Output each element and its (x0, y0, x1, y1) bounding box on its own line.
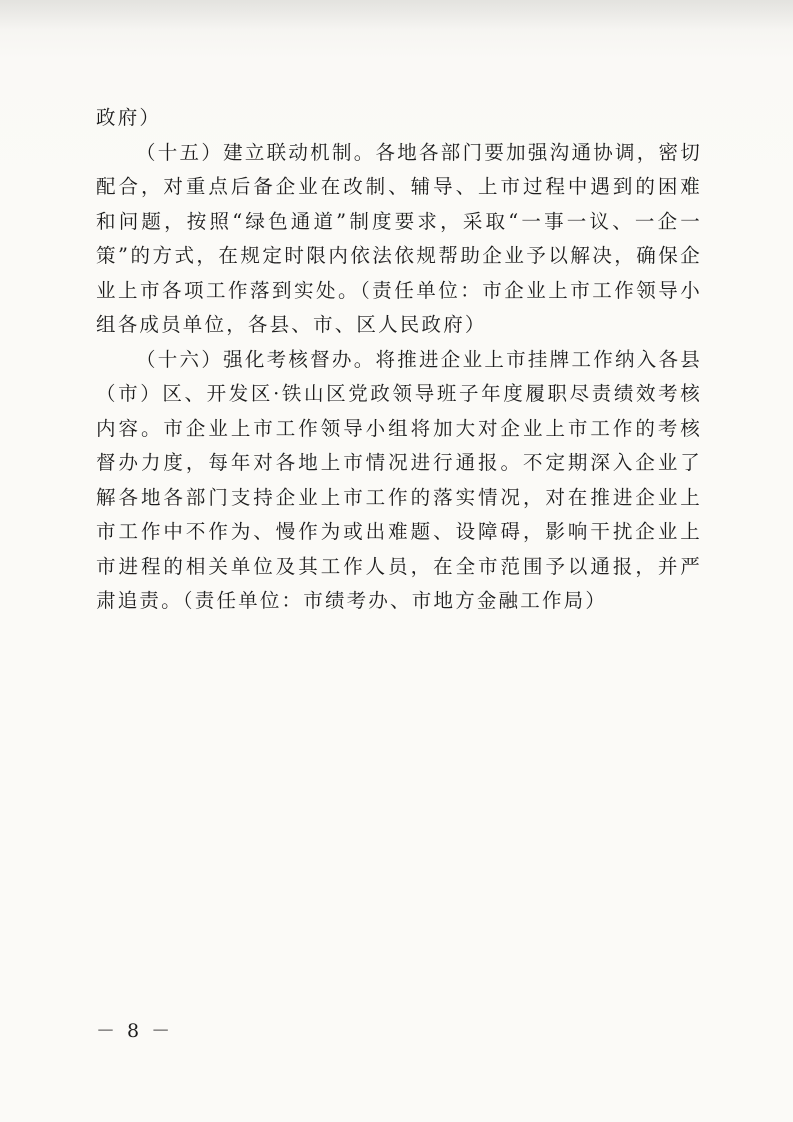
scan-edge-shadow (0, 0, 793, 30)
paragraph-section-15: （十五）建立联动机制。各地各部门要加强沟通协调，密切配合，对重点后备企业在改制、辅导、上市过程中遇到的困难和问题，按照“绿色通道”制度要求，采取“一事一议、一企一策”的方式，在规定时限内依法依规帮助企业予以解决，确保企业上市各项工作落到实处。（责任单位：市企业上市工作领导小组各成员单位，各县、市、区人民政府） (96, 140, 702, 336)
page-number: － 8 － (96, 1020, 174, 1042)
paragraph-continuation: 政府） (96, 106, 162, 129)
document-body (96, 101, 702, 619)
paragraph-section-16: （十六）强化考核督办。将推进企业上市挂牌工作纳入各县（市）区、开发区·铁山区党政领导班子年度履职尽责绩效考核内容。市企业上市工作领导小组将加大对企业上市工作的考核督办力度，每年对各地上市情况进行通报。不定期深入企业了解各地各部门支持企业上市工作的落实情况，对在推进企业上市工作中不作为、慢作为或出难题、设障碍，影响干扰企业上市进程的相关单位及其工作人员，在全市范围予以通报，并严肃追责。（责任单位：市绩考办、市地方金融工作局） (96, 347, 702, 612)
